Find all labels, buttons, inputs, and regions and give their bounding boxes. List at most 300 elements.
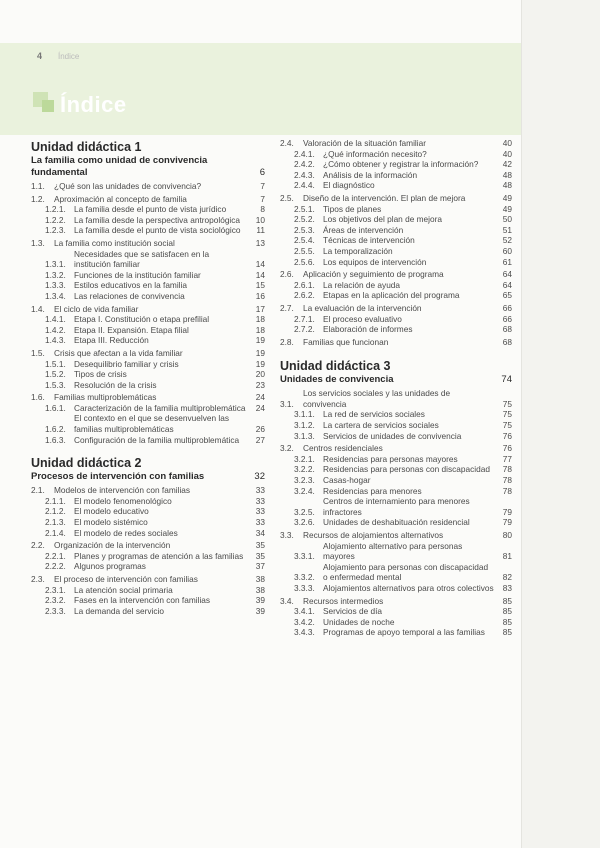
toc-entry-page: 19 xyxy=(255,335,265,346)
toc-entry-page: 27 xyxy=(255,434,265,445)
toc-entry xyxy=(31,540,265,551)
toc-entry-number: 2.1.2. xyxy=(45,506,66,517)
toc-entry-title: Unidades de noche xyxy=(323,616,395,627)
toc-entry-page: 52 xyxy=(502,235,512,246)
toc-entry-page: 38 xyxy=(255,584,265,595)
toc-entry-title: El modelo de redes sociales xyxy=(74,527,178,538)
toc-entry-number: 1.6.3. xyxy=(45,434,66,445)
toc-entry-page: 75 xyxy=(502,420,512,431)
toc-entry-number: 1.1. xyxy=(31,181,45,191)
toc-entry xyxy=(280,303,512,314)
toc-entry xyxy=(31,585,265,596)
toc-entry-title: Las relaciones de convivencia xyxy=(74,290,185,301)
toc-entry xyxy=(280,496,512,517)
toc-entry-page: 76 xyxy=(502,430,512,441)
toc-entry-page: 68 xyxy=(502,324,512,335)
toc-entry-title: Programas de apoyo temporal a las familias xyxy=(323,627,485,638)
toc-entry-page: 35 xyxy=(255,550,265,561)
toc-entry-number: 1.2.3. xyxy=(45,225,66,236)
toc-entry-number: 3.2.6. xyxy=(294,517,315,528)
toc-entry-page: 10 xyxy=(255,214,265,225)
toc-entry-title: El contexto en el que se desenvuelven las familias multiproblemáticas xyxy=(74,413,229,435)
toc-entry-title: Áreas de intervención xyxy=(323,224,404,235)
page-number: 4 xyxy=(37,51,43,61)
toc-entry-number: 1.3.2. xyxy=(45,269,66,280)
toc-entry-title: ¿Qué información necesito? xyxy=(323,148,427,159)
toc-entry-page: 19 xyxy=(255,358,265,369)
unit-2-continued-entries xyxy=(280,138,512,347)
toc-entry-page: 76 xyxy=(502,443,512,454)
toc-entry xyxy=(31,574,265,585)
toc-entry xyxy=(31,380,265,391)
toc-entry-number: 2.8. xyxy=(280,336,294,347)
toc-entry-page: 18 xyxy=(255,314,265,325)
toc-entry xyxy=(31,551,265,562)
toc-entry-page: 77 xyxy=(502,453,512,464)
toc-entry-page: 38 xyxy=(255,574,265,584)
toc-entry-title: Análisis de la información xyxy=(323,169,418,180)
toc-entry-number: 2.5.6. xyxy=(294,256,315,267)
toc-entry-title: El proceso de intervención con familias xyxy=(54,574,198,584)
toc-entry-number: 1.2.2. xyxy=(45,214,66,225)
toc-entry xyxy=(31,359,265,370)
toc-entry xyxy=(280,517,512,528)
toc-entry xyxy=(280,583,512,594)
toc-entry-page: 40 xyxy=(502,138,512,148)
toc-entry xyxy=(280,464,512,475)
toc-entry-title: La familia desde el punto de vista jurídico xyxy=(74,204,227,215)
toc-entry xyxy=(280,596,512,607)
toc-entry-page: 81 xyxy=(502,551,512,562)
toc-entry-number: 1.4.1. xyxy=(45,314,66,325)
toc-entry-number: 2.4.3. xyxy=(294,169,315,180)
toc-entry-page: 33 xyxy=(255,485,265,496)
toc-entry xyxy=(280,246,512,257)
toc-entry-title: Alojamientos alternativos para otros colectivos xyxy=(323,582,494,593)
toc-entry-number: 2.7. xyxy=(280,302,294,313)
toc-entry-number: 1.3. xyxy=(31,237,45,248)
toc-entry-number: 2.1.4. xyxy=(45,527,66,538)
toc-entry-number: 3.2.3. xyxy=(294,475,315,486)
toc-entry-number: 2.4. xyxy=(280,138,294,148)
toc-entry-page: 18 xyxy=(255,324,265,335)
toc-entry xyxy=(31,194,265,205)
toc-entry xyxy=(31,270,265,281)
toc-entry xyxy=(280,530,512,541)
toc-entry-page: 79 xyxy=(502,517,512,528)
toc-entry xyxy=(31,335,265,346)
toc-entry-number: 2.5.5. xyxy=(294,245,315,256)
toc-entry-number: 2.4.2. xyxy=(294,159,315,170)
toc-entry-number: 1.5.3. xyxy=(45,379,66,390)
unit-title: Unidad didáctica 1 xyxy=(31,140,142,154)
toc-entry xyxy=(280,314,512,325)
toc-entry-number: 3.4.2. xyxy=(294,616,315,627)
toc-entry-number: 3.2.4. xyxy=(294,485,315,496)
toc-entry-page: 48 xyxy=(502,169,512,180)
toc-entry-title: Organización de la intervención xyxy=(54,540,171,551)
toc-entry-page: 13 xyxy=(255,237,265,248)
toc-entry-title: La relación de ayuda xyxy=(323,279,401,290)
toc-entry-number: 3.3.2. xyxy=(294,572,315,583)
toc-entry-number: 3.4.1. xyxy=(294,606,315,617)
toc-entry-number: 1.3.1. xyxy=(45,259,66,270)
toc-entry xyxy=(280,454,512,465)
toc-entry-number: 2.5.1. xyxy=(294,203,315,214)
toc-entry xyxy=(280,193,512,204)
toc-entry-number: 2.5.2. xyxy=(294,214,315,225)
toc-entry-page: 23 xyxy=(255,379,265,390)
toc-entry xyxy=(31,325,265,336)
toc-entry-number: 3.3.1. xyxy=(294,551,315,562)
running-header: Índice xyxy=(58,52,80,61)
toc-entry-page: 66 xyxy=(502,313,512,324)
toc-left-column xyxy=(31,136,265,626)
toc-entry xyxy=(280,280,512,291)
toc-entry-title: La demanda del servicio xyxy=(74,605,164,616)
unit-subtitle-page: 32 xyxy=(254,471,265,483)
toc-entry xyxy=(280,409,512,420)
toc-entry xyxy=(31,595,265,606)
toc-entry-title: Servicios de día xyxy=(323,606,383,617)
toc-entry-number: 2.4.1. xyxy=(294,148,315,159)
toc-entry-title: El ciclo de vida familiar xyxy=(54,303,139,314)
toc-entry-page: 8 xyxy=(260,204,265,215)
toc-entry-title: ¿Cómo obtener y registrar la información? xyxy=(323,159,479,170)
toc-entry xyxy=(280,138,512,149)
toc-entry xyxy=(280,443,512,454)
toc-entry-page: 80 xyxy=(502,530,512,540)
toc-entry-page: 85 xyxy=(502,606,512,617)
toc-entry xyxy=(280,235,512,246)
toc-entry-page: 15 xyxy=(255,280,265,291)
toc-entry xyxy=(31,435,265,446)
toc-entry-title: El proceso evaluativo xyxy=(323,313,402,324)
toc-entry-title: Centros residenciales xyxy=(303,443,383,454)
toc-entry-page: 66 xyxy=(502,302,512,313)
toc-entry-title: Residencias para menores xyxy=(323,485,422,496)
toc-entry-number: 3.1.2. xyxy=(294,420,315,431)
toc-entry-page: 78 xyxy=(502,485,512,496)
toc-entry-title: Estilos educativos en la familia xyxy=(74,280,187,291)
toc-entry-number: 2.4.4. xyxy=(294,180,315,191)
toc-entry-page: 11 xyxy=(256,225,265,236)
toc-entry-title: Tipos de planes xyxy=(323,203,382,214)
unit-2 xyxy=(31,455,265,616)
toc-entry-title: ¿Qué son las unidades de convivencia? xyxy=(54,181,202,191)
spacer xyxy=(280,347,512,355)
toc-entry xyxy=(280,204,512,215)
toc-entry xyxy=(31,225,265,236)
toc-entry-title: Residencias para personas mayores xyxy=(323,453,458,464)
toc-entry-title: Etapa I. Constitución o etapa prefilial xyxy=(74,314,210,325)
toc-entry xyxy=(280,180,512,191)
toc-entry xyxy=(280,606,512,617)
unit-1 xyxy=(31,139,265,445)
toc-entry-number: 1.2.1. xyxy=(45,204,66,215)
toc-entry-title: Etapas en la aplicación del programa xyxy=(323,290,460,301)
toc-entry xyxy=(31,249,265,270)
toc-entry-page: 33 xyxy=(255,506,265,517)
toc-entry xyxy=(280,170,512,181)
toc-entry xyxy=(31,496,265,507)
toc-entry xyxy=(280,149,512,160)
toc-entry-title: La temporalización xyxy=(323,245,393,256)
toc-entry-page: 51 xyxy=(502,224,512,235)
toc-entry xyxy=(280,337,512,348)
toc-entry-number: 1.2. xyxy=(31,193,45,204)
toc-entry xyxy=(31,215,265,226)
unit-subtitle-page: 6 xyxy=(259,167,265,178)
toc-entry-number: 1.6.1. xyxy=(45,402,66,413)
unit-subtitle xyxy=(31,471,265,483)
toc-entry-number: 2.1. xyxy=(31,485,45,496)
toc-entry xyxy=(280,617,512,628)
toc-entry xyxy=(280,562,512,583)
toc-entry-title: Alojamiento alternativo para personas mayores xyxy=(323,540,463,562)
unit-3-entries xyxy=(280,388,512,638)
toc-entry-page: 68 xyxy=(502,336,512,347)
toc-entry-page: 14 xyxy=(255,269,265,280)
toc-entry-title: Valoración de la situación familiar xyxy=(303,138,426,148)
toc-entry-number: 2.1.3. xyxy=(45,517,66,528)
toc-entry-page: 64 xyxy=(502,279,512,290)
toc-entry-number: 2.2.2. xyxy=(45,561,66,572)
unit-title: Unidad didáctica 3 xyxy=(280,359,391,374)
toc-entry-title: Recursos de alojamientos alternativos xyxy=(303,530,444,540)
toc-entry-title: Planes y programas de atención a las familias xyxy=(74,550,244,561)
toc-entry-title: El modelo educativo xyxy=(74,506,149,517)
index-title: Índice xyxy=(60,92,127,117)
toc-entry-page: 26 xyxy=(255,424,265,435)
toc-entry-page: 64 xyxy=(502,269,512,280)
toc-entry xyxy=(280,475,512,486)
toc-entry-number: 1.4.2. xyxy=(45,324,66,335)
toc-entry-page: 78 xyxy=(502,464,512,475)
toc-entry xyxy=(31,280,265,291)
toc-entry-page: 75 xyxy=(502,398,512,409)
toc-entry-page: 79 xyxy=(502,506,512,517)
unit-subtitle-text: La familia como unidad de convivencia fundamental xyxy=(31,155,208,178)
toc-entry xyxy=(280,324,512,335)
toc-entry-page: 34 xyxy=(255,527,265,538)
toc-entry-number: 3.2.5. xyxy=(294,506,315,517)
toc-entry-title: Algunos programas xyxy=(74,561,146,572)
toc-entry xyxy=(280,486,512,497)
toc-entry-title: Familias multiproblemáticas xyxy=(54,392,157,403)
toc-entry-number: 2.3. xyxy=(31,574,45,584)
toc-entry-number: 3.2.1. xyxy=(294,453,315,464)
toc-entry xyxy=(280,420,512,431)
toc-entry-title: Tipos de crisis xyxy=(74,369,127,380)
toc-entry-title: Casas-hogar xyxy=(323,475,371,486)
toc-entry-page: 85 xyxy=(502,595,512,606)
toc-entry-page: 83 xyxy=(502,582,512,593)
toc-entry-number: 1.5.1. xyxy=(45,358,66,369)
unit-subtitle xyxy=(280,374,512,386)
toc-entry-page: 33 xyxy=(255,495,265,506)
toc-entry-number: 2.7.2. xyxy=(294,324,315,335)
toc-entry xyxy=(31,291,265,302)
toc-entry-title: Necesidades que se satisfacen en la institución familiar xyxy=(74,248,210,270)
toc-entry-page: 7 xyxy=(260,193,265,204)
toc-entry-number: 2.5.4. xyxy=(294,235,315,246)
toc-entry xyxy=(280,290,512,301)
toc-entry-title: Etapa II. Expansión. Etapa filial xyxy=(74,324,189,335)
toc-entry xyxy=(31,369,265,380)
page-edge-strip xyxy=(521,0,600,848)
toc-entry-title: Aplicación y seguimiento de programa xyxy=(303,269,444,280)
toc-entry-page: 82 xyxy=(502,572,512,583)
toc-entry-number: 1.5.2. xyxy=(45,369,66,380)
toc-entry-number: 2.5.3. xyxy=(294,224,315,235)
toc-entry-title: Servicios de unidades de convivencia xyxy=(323,430,462,441)
toc-entry-page: 39 xyxy=(255,605,265,616)
toc-entry-number: 3.4.3. xyxy=(294,627,315,638)
toc-entry-page: 35 xyxy=(255,540,265,551)
toc-entry-number: 2.3.2. xyxy=(45,595,66,606)
toc-entry-number: 2.6.2. xyxy=(294,290,315,301)
toc-entry-title: Alojamiento para personas con discapacidad o enfermedad mental xyxy=(323,561,489,583)
toc-entry-page: 14 xyxy=(255,259,265,270)
toc-entry-number: 3.1.3. xyxy=(294,430,315,441)
toc-entry-page: 42 xyxy=(502,159,512,170)
toc-entry-number: 1.6. xyxy=(31,392,45,403)
toc-entry-number: 3.3.3. xyxy=(294,582,315,593)
toc-entry-number: 1.3.3. xyxy=(45,280,66,291)
toc-entry xyxy=(280,627,512,638)
toc-entry-page: 7 xyxy=(260,181,265,191)
toc-entry-title: El modelo fenomenológico xyxy=(74,495,172,506)
toc-entry-page: 60 xyxy=(502,245,512,256)
toc-entry-page: 24 xyxy=(255,392,265,403)
toc-entry xyxy=(280,214,512,225)
toc-entry xyxy=(31,506,265,517)
toc-entry xyxy=(31,403,265,414)
toc-entry xyxy=(31,304,265,315)
toc-entry xyxy=(31,204,265,215)
toc-entry xyxy=(31,348,265,359)
toc-entry-title: La evaluación de la intervención xyxy=(303,302,422,313)
toc-entry xyxy=(31,606,265,617)
toc-entry-page: 85 xyxy=(502,627,512,638)
unit-subtitle-page: 74 xyxy=(501,374,512,386)
toc-entry-page: 37 xyxy=(255,561,265,572)
toc-entry-title: Modelos de intervención con familias xyxy=(54,485,191,496)
toc-entry-number: 1.3.4. xyxy=(45,290,66,301)
toc-entry xyxy=(31,392,265,403)
toc-entry-title: Configuración de la familia multiproblemática xyxy=(74,434,240,445)
toc-entry xyxy=(31,181,265,192)
toc-entry-page: 19 xyxy=(255,347,265,358)
toc-entry-number: 2.6. xyxy=(280,269,294,280)
toc-entry-title: Diseño de la intervención. El plan de mejora xyxy=(303,192,466,203)
toc-entry-number: 1.6.2. xyxy=(45,424,66,435)
toc-entry-title: Elaboración de informes xyxy=(323,324,413,335)
unit-3 xyxy=(280,358,512,638)
toc-entry xyxy=(280,257,512,268)
toc-entry-number: 2.7.1. xyxy=(294,313,315,324)
toc-entry-title: El modelo sistémico xyxy=(74,517,148,528)
toc-entry-title: Aproximación al concepto de familia xyxy=(54,193,187,204)
toc-entry xyxy=(31,528,265,539)
toc-entry-number: 2.1.1. xyxy=(45,495,66,506)
toc-entry xyxy=(280,541,512,562)
toc-entry-title: La familia desde el punto de vista sociológico xyxy=(74,225,241,236)
toc-entry-title: Los objetivos del plan de mejora xyxy=(323,214,442,225)
toc-entry-title: Desequilibrio familiar y crisis xyxy=(74,358,179,369)
toc-entry-number: 2.2.1. xyxy=(45,550,66,561)
toc-entry xyxy=(280,159,512,170)
toc-entry-number: 2.5. xyxy=(280,192,294,203)
toc-entry-title: Resolución de la crisis xyxy=(74,379,157,390)
toc-entry xyxy=(31,485,265,496)
toc-entry-page: 20 xyxy=(255,369,265,380)
unit-subtitle-text: Unidades de convivencia xyxy=(280,374,394,386)
toc-entry xyxy=(31,314,265,325)
unit-title: Unidad didáctica 2 xyxy=(31,456,142,471)
toc-right-column xyxy=(280,136,512,648)
toc-entry-page: 24 xyxy=(255,402,265,413)
toc-entry xyxy=(280,431,512,442)
toc-entry-page: 16 xyxy=(255,290,265,301)
toc-entry-number: 2.3.3. xyxy=(45,605,66,616)
unit-subtitle xyxy=(31,155,265,179)
toc-entry-page: 50 xyxy=(502,214,512,225)
toc-entry-number: 1.5. xyxy=(31,347,45,358)
toc-entry-page: 40 xyxy=(502,148,512,159)
toc-entry-page: 49 xyxy=(502,192,512,203)
toc-entry xyxy=(31,413,265,434)
toc-entry-number: 3.2.2. xyxy=(294,464,315,475)
toc-entry xyxy=(31,517,265,528)
unit-2-entries xyxy=(31,485,265,616)
toc-entry-number: 2.2. xyxy=(31,540,45,551)
toc-entry-number: 2.6.1. xyxy=(294,279,315,290)
toc-entry-title: Residencias para personas con discapacidad xyxy=(323,464,490,475)
toc-entry-page: 48 xyxy=(502,180,512,191)
toc-entry-page: 85 xyxy=(502,616,512,627)
unit-subtitle-text: Procesos de intervención con familias xyxy=(31,471,205,483)
toc-entry-number: 1.4. xyxy=(31,303,45,314)
toc-entry-number: 1.4.3. xyxy=(45,335,66,346)
toc-entry xyxy=(280,269,512,280)
toc-entry-title: Centros de internamiento para menores infractores xyxy=(323,496,470,517)
toc-entry-page: 61 xyxy=(502,256,512,267)
toc-entry-page: 75 xyxy=(502,409,512,420)
toc-entry-page: 39 xyxy=(255,595,265,606)
toc-entry xyxy=(31,561,265,572)
toc-entry-page: 78 xyxy=(502,475,512,486)
toc-entry xyxy=(280,225,512,236)
toc-entry-title: Familias que funcionan xyxy=(303,336,389,347)
toc-entry-title: Fases en la intervención con familias xyxy=(74,595,211,606)
toc-entry-title: Recursos intermedios xyxy=(303,595,384,606)
toc-entry-title: Técnicas de intervención xyxy=(323,235,415,246)
toc-entry-number: 3.3. xyxy=(280,530,294,540)
toc-entry-title: Etapa III. Reducción xyxy=(74,335,149,346)
toc-entry-number: 2.3.1. xyxy=(45,584,66,595)
toc-entry-number: 3.1.1. xyxy=(294,409,315,420)
toc-entry-title: Crisis que afectan a la vida familiar xyxy=(54,347,183,358)
toc-entry xyxy=(31,238,265,249)
toc-entry-title: La red de servicios sociales xyxy=(323,409,425,420)
toc-entry-title: Los equipos de intervención xyxy=(323,256,427,267)
toc-entry-title: La cartera de servicios sociales xyxy=(323,420,439,431)
toc-entry-number: 3.1. xyxy=(280,398,294,409)
toc-entry-page: 49 xyxy=(502,203,512,214)
toc-entry-number: 3.2. xyxy=(280,443,294,454)
